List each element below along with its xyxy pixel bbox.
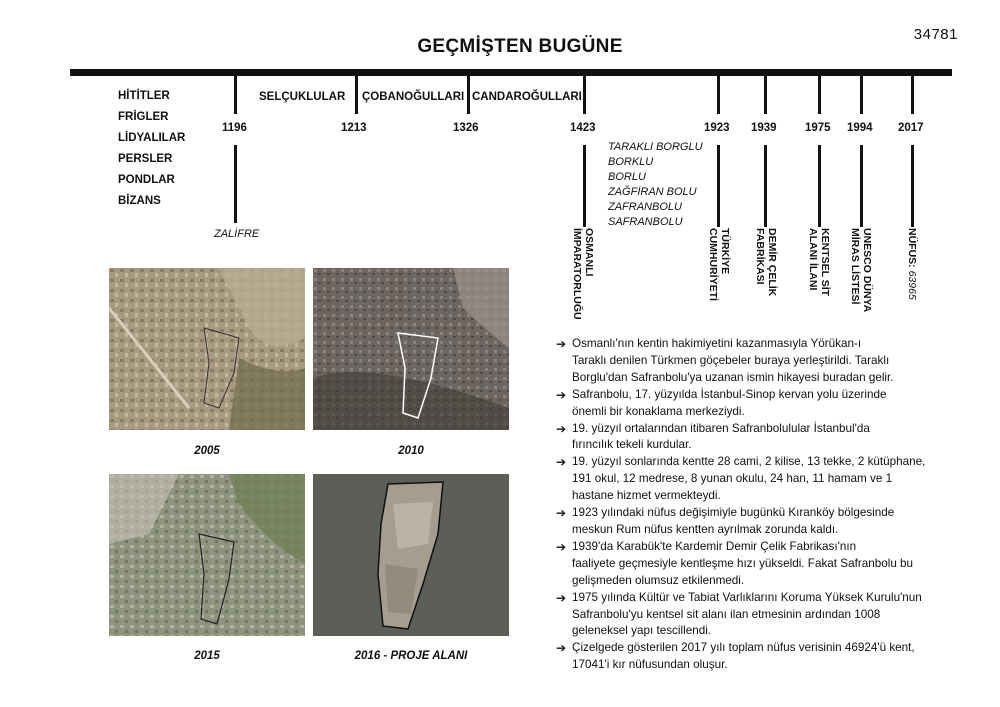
civilization-label: HİTİTLER — [118, 90, 170, 102]
page-title: GEÇMİŞTEN BUGÜNE — [417, 36, 623, 57]
photo-caption: 2016 - PROJE ALANI — [354, 650, 468, 662]
year-label: 1975 — [805, 122, 831, 134]
timeline-tick — [764, 76, 767, 114]
note-item: ➔ 1939'da Karabük'te Kardemir Demir Çelik Fabrikası'nın faaliyete geçmesiyle kentleşme hızı yükseldi. Fakat Safranbolu bu gelişmeden olumsuz etkilenmedi. — [556, 539, 914, 587]
note-item: ➔ Osmanlı'nın kentin hakimiyetini kazanmasıyla Yörükan-ı Taraklı denilen Türkmen göçebeler buraya yerleştirildi. Taraklı Borglu'dan Safranbolu'ya uzanan ismin hikayesi buradan gelir. — [556, 337, 894, 384]
city-name: ZAĞFİRAN BOLU — [608, 186, 697, 198]
timeline-tick — [234, 76, 237, 114]
year-label: 1423 — [570, 122, 596, 134]
event-label-cumhuriyet: TÜRKİYE CUMHURİYETİ — [707, 228, 731, 301]
arrow-icon: ➔ — [556, 641, 567, 656]
arrow-icon: ➔ — [556, 387, 567, 402]
civilization-label: PONDLAR — [118, 174, 175, 186]
note-item: ➔ 19. yüzyıl sonlarında kentte 28 cami, 2 kilise, 13 tekke, 2 kütüphane, 191 okul, 12 medrese, 8 yunan okulu, 24 han, 11 hamam ve 1 hastane hizmet vermekteydi. — [556, 455, 926, 503]
city-name: BORKLU — [608, 156, 654, 168]
period-label: ÇOBANOĞULLARI — [362, 91, 465, 103]
timeline-bar — [70, 69, 952, 76]
timeline-tick-lower — [717, 145, 720, 227]
photo-caption: 2010 — [398, 445, 424, 457]
period-label: SELÇUKLULAR — [259, 91, 346, 103]
timeline-tick-lower — [764, 145, 767, 227]
note-item: ➔ 1975 yılında Kültür ve Tabiat Varlıklarını Koruma Yüksek Kurulu'nun Safranbolu'yu kentsel sit alanı ilan etmesinin ardından 1008 geleneksel yapı tescillendi. — [556, 590, 922, 638]
event-label-unesco: UNESCO DÜNYA MİRAS LİSTESİ — [849, 228, 873, 313]
civilization-label: PERSLER — [118, 153, 173, 165]
photo-caption: 2005 — [194, 445, 220, 457]
event-label-osmanli: OSMANLI İMPARATORLUĞU — [571, 228, 595, 320]
timeline-tick-lower — [860, 145, 863, 227]
timeline-tick — [818, 76, 821, 114]
civilization-label: FRİGLER — [118, 111, 169, 123]
city-name: BORLU — [608, 171, 646, 183]
event-label-kentsel-sit: KENTSEL SİT ALANI İLANI — [807, 228, 831, 297]
timeline-tick-lower — [583, 145, 586, 227]
arrow-icon: ➔ — [556, 421, 567, 436]
timeline-tick — [583, 76, 586, 114]
arrow-icon: ➔ — [556, 506, 567, 521]
year-label: 1326 — [453, 122, 479, 134]
note-item: ➔ 19. yüzyıl ortalarından itibaren Safranbolulular İstanbul'da fırıncılık tekeli kurdular. — [556, 421, 870, 452]
timeline-tick — [717, 76, 720, 114]
note-item: ➔ 1923 yılındaki nüfus değişimiyle bugünkü Kıranköy bölgesinde meskun Rum nüfus kentten ayrılmak zorunda kaldı. — [556, 506, 895, 536]
civilization-label: LİDYALILAR — [118, 132, 186, 144]
year-label: 1939 — [751, 122, 777, 134]
arrow-icon: ➔ — [556, 590, 567, 605]
year-label: 2017 — [898, 122, 924, 134]
aerial-photo-project-area — [313, 474, 509, 636]
photo-caption: 2015 — [194, 650, 220, 662]
arrow-icon: ➔ — [556, 539, 567, 554]
zalifre-label: ZALİFRE — [214, 228, 260, 240]
civilization-label: BİZANS — [118, 195, 161, 207]
period-label: CANDAROĞULLARI — [472, 91, 582, 103]
timeline-tick — [860, 76, 863, 114]
note-item: ➔ Safranbolu, 17. yüzyılda İstanbul-Sinop kervan yolu üzerinde önemli bir konaklama merkeziydi. — [556, 387, 887, 418]
aerial-photo-2010 — [313, 268, 509, 430]
arrow-icon: ➔ — [556, 337, 567, 351]
timeline-tick — [467, 76, 470, 114]
timeline-tick-lower — [818, 145, 821, 227]
arrow-icon: ➔ — [556, 455, 567, 470]
event-label-population: NÜFUS: 63965 — [906, 228, 918, 300]
timeline-tick-lower — [234, 145, 237, 223]
page-number: 34781 — [913, 26, 958, 43]
year-label: 1213 — [341, 122, 367, 134]
timeline-tick — [355, 76, 358, 114]
city-name: SAFRANBOLU — [608, 216, 683, 228]
year-label: 1923 — [704, 122, 730, 134]
aerial-photo-2005 — [109, 268, 305, 430]
history-notes — [556, 336, 986, 674]
aerial-photo-2015 — [109, 474, 305, 636]
event-label-demir-celik: DEMİR ÇELİK FABRİKASI — [754, 228, 778, 297]
note-item: ➔ Çizelgede gösterilen 2017 yılı toplam nüfus verisinin 46924'ü kent, 17041'i kır nüfusundan oluşur. — [556, 641, 915, 672]
year-label: 1196 — [222, 122, 247, 134]
city-name: TARAKLI BORGLU — [608, 141, 703, 153]
year-label: 1994 — [847, 122, 873, 134]
timeline-tick — [911, 76, 914, 114]
city-name: ZAFRANBOLU — [608, 201, 682, 213]
timeline-tick-lower — [911, 145, 914, 227]
